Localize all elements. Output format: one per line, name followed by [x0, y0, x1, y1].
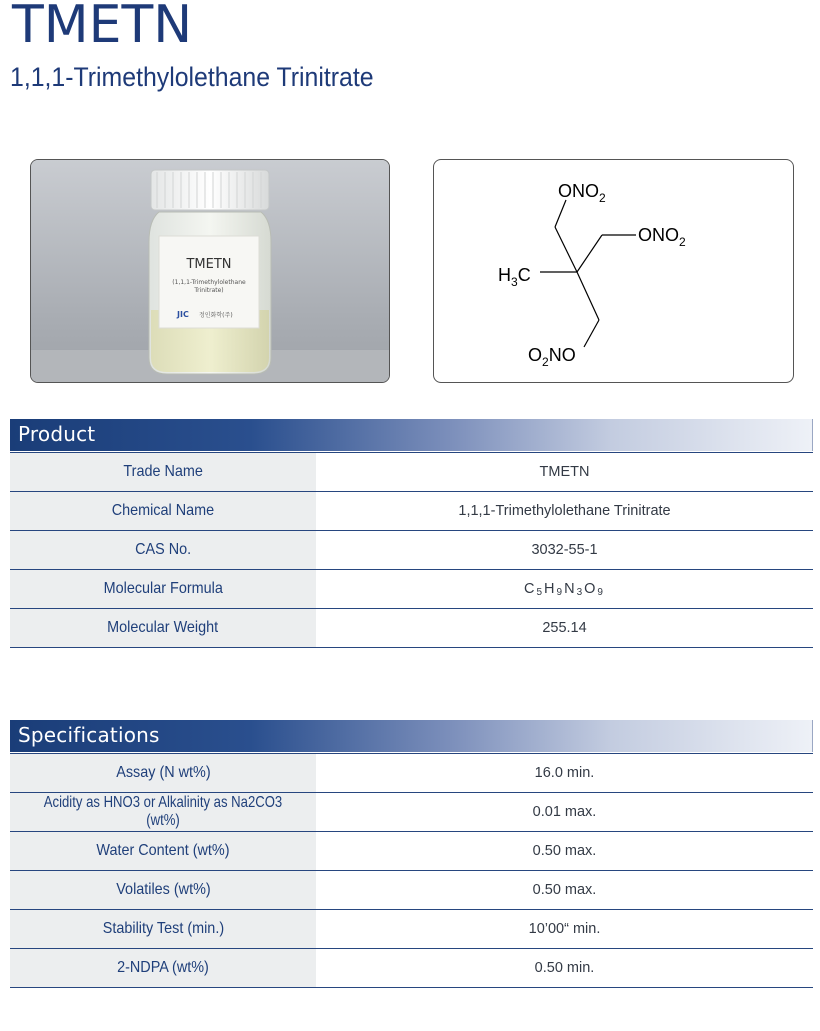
row-label: Molecular Formula: [10, 570, 316, 609]
structure-diagram: [434, 160, 793, 382]
row-value: 255.14: [316, 609, 813, 648]
table-row: [10, 871, 813, 910]
bond-upper-right: [577, 235, 602, 272]
table-row: [10, 453, 813, 492]
row-label: Trade Name: [10, 453, 316, 492]
jar-label-line2: Trinitrate): [194, 287, 224, 294]
row-value: TMETN: [316, 453, 813, 492]
table-row: [10, 832, 813, 871]
group-right: $ONO_2$: [638, 225, 686, 249]
row-label: Molecular Weight: [10, 609, 316, 648]
product-photo: [30, 159, 390, 383]
row-label: Chemical Name: [10, 492, 316, 531]
row-label: Acidity as HNO3 or Alkalinity as Na2CO3 (wt%): [10, 793, 316, 832]
table-row: [10, 793, 813, 832]
row-label: Assay (N wt%): [10, 754, 316, 793]
page-title: TMETN: [12, 0, 193, 55]
jar-label-title: TMETN: [186, 257, 232, 272]
row-value: 1,1,1-Trimethylolethane Trinitrate: [316, 492, 813, 531]
table-row: [10, 949, 813, 988]
jar-illustration: [31, 160, 389, 382]
bond-top: [555, 200, 566, 227]
bond-bottom: [584, 320, 599, 347]
specifications-table: [10, 753, 813, 988]
page-subtitle: 1,1,1-Trimethylolethane Trinitrate: [10, 62, 374, 92]
row-value: 0.01 max.: [316, 793, 813, 832]
product-table: [10, 452, 813, 648]
row-value: 0.50 min.: [316, 949, 813, 988]
molecular-formula-value: $C_5H_9N_3O_9$: [316, 570, 813, 609]
table-row: [10, 492, 813, 531]
row-value: 16.0 min.: [316, 754, 813, 793]
jar-label-line1: (1,1,1-Trimethylolethane: [172, 279, 246, 286]
group-top: $ONO_2$: [558, 181, 606, 205]
row-label: CAS No.: [10, 531, 316, 570]
row-label: Stability Test (min.): [10, 910, 316, 949]
group-bottom: $O_2NO$: [528, 345, 576, 369]
specifications-section-header: [10, 720, 813, 752]
table-row: [10, 570, 813, 609]
product-section-header: [10, 419, 813, 451]
bond-upper-left: [555, 227, 577, 272]
row-value: 3032-55-1: [316, 531, 813, 570]
product-heading: Product: [18, 422, 96, 446]
row-label: Volatiles (wt%): [10, 871, 316, 910]
chemical-structure: [433, 159, 794, 383]
row-value: 0.50 max.: [316, 832, 813, 871]
table-row: [10, 910, 813, 949]
group-methyl: $H_3C$: [498, 265, 531, 289]
jar-company: 정인화학(주): [199, 312, 233, 319]
row-value: 10’00“ min.: [316, 910, 813, 949]
table-row: [10, 531, 813, 570]
table-row: [10, 754, 813, 793]
specifications-heading: Specifications: [18, 723, 160, 747]
row-value: 0.50 max.: [316, 871, 813, 910]
row-label: 2-NDPA (wt%): [10, 949, 316, 988]
jar-logo: JIC: [177, 310, 189, 319]
row-label: Water Content (wt%): [10, 832, 316, 871]
bond-lower: [577, 272, 599, 320]
table-row: [10, 609, 813, 648]
